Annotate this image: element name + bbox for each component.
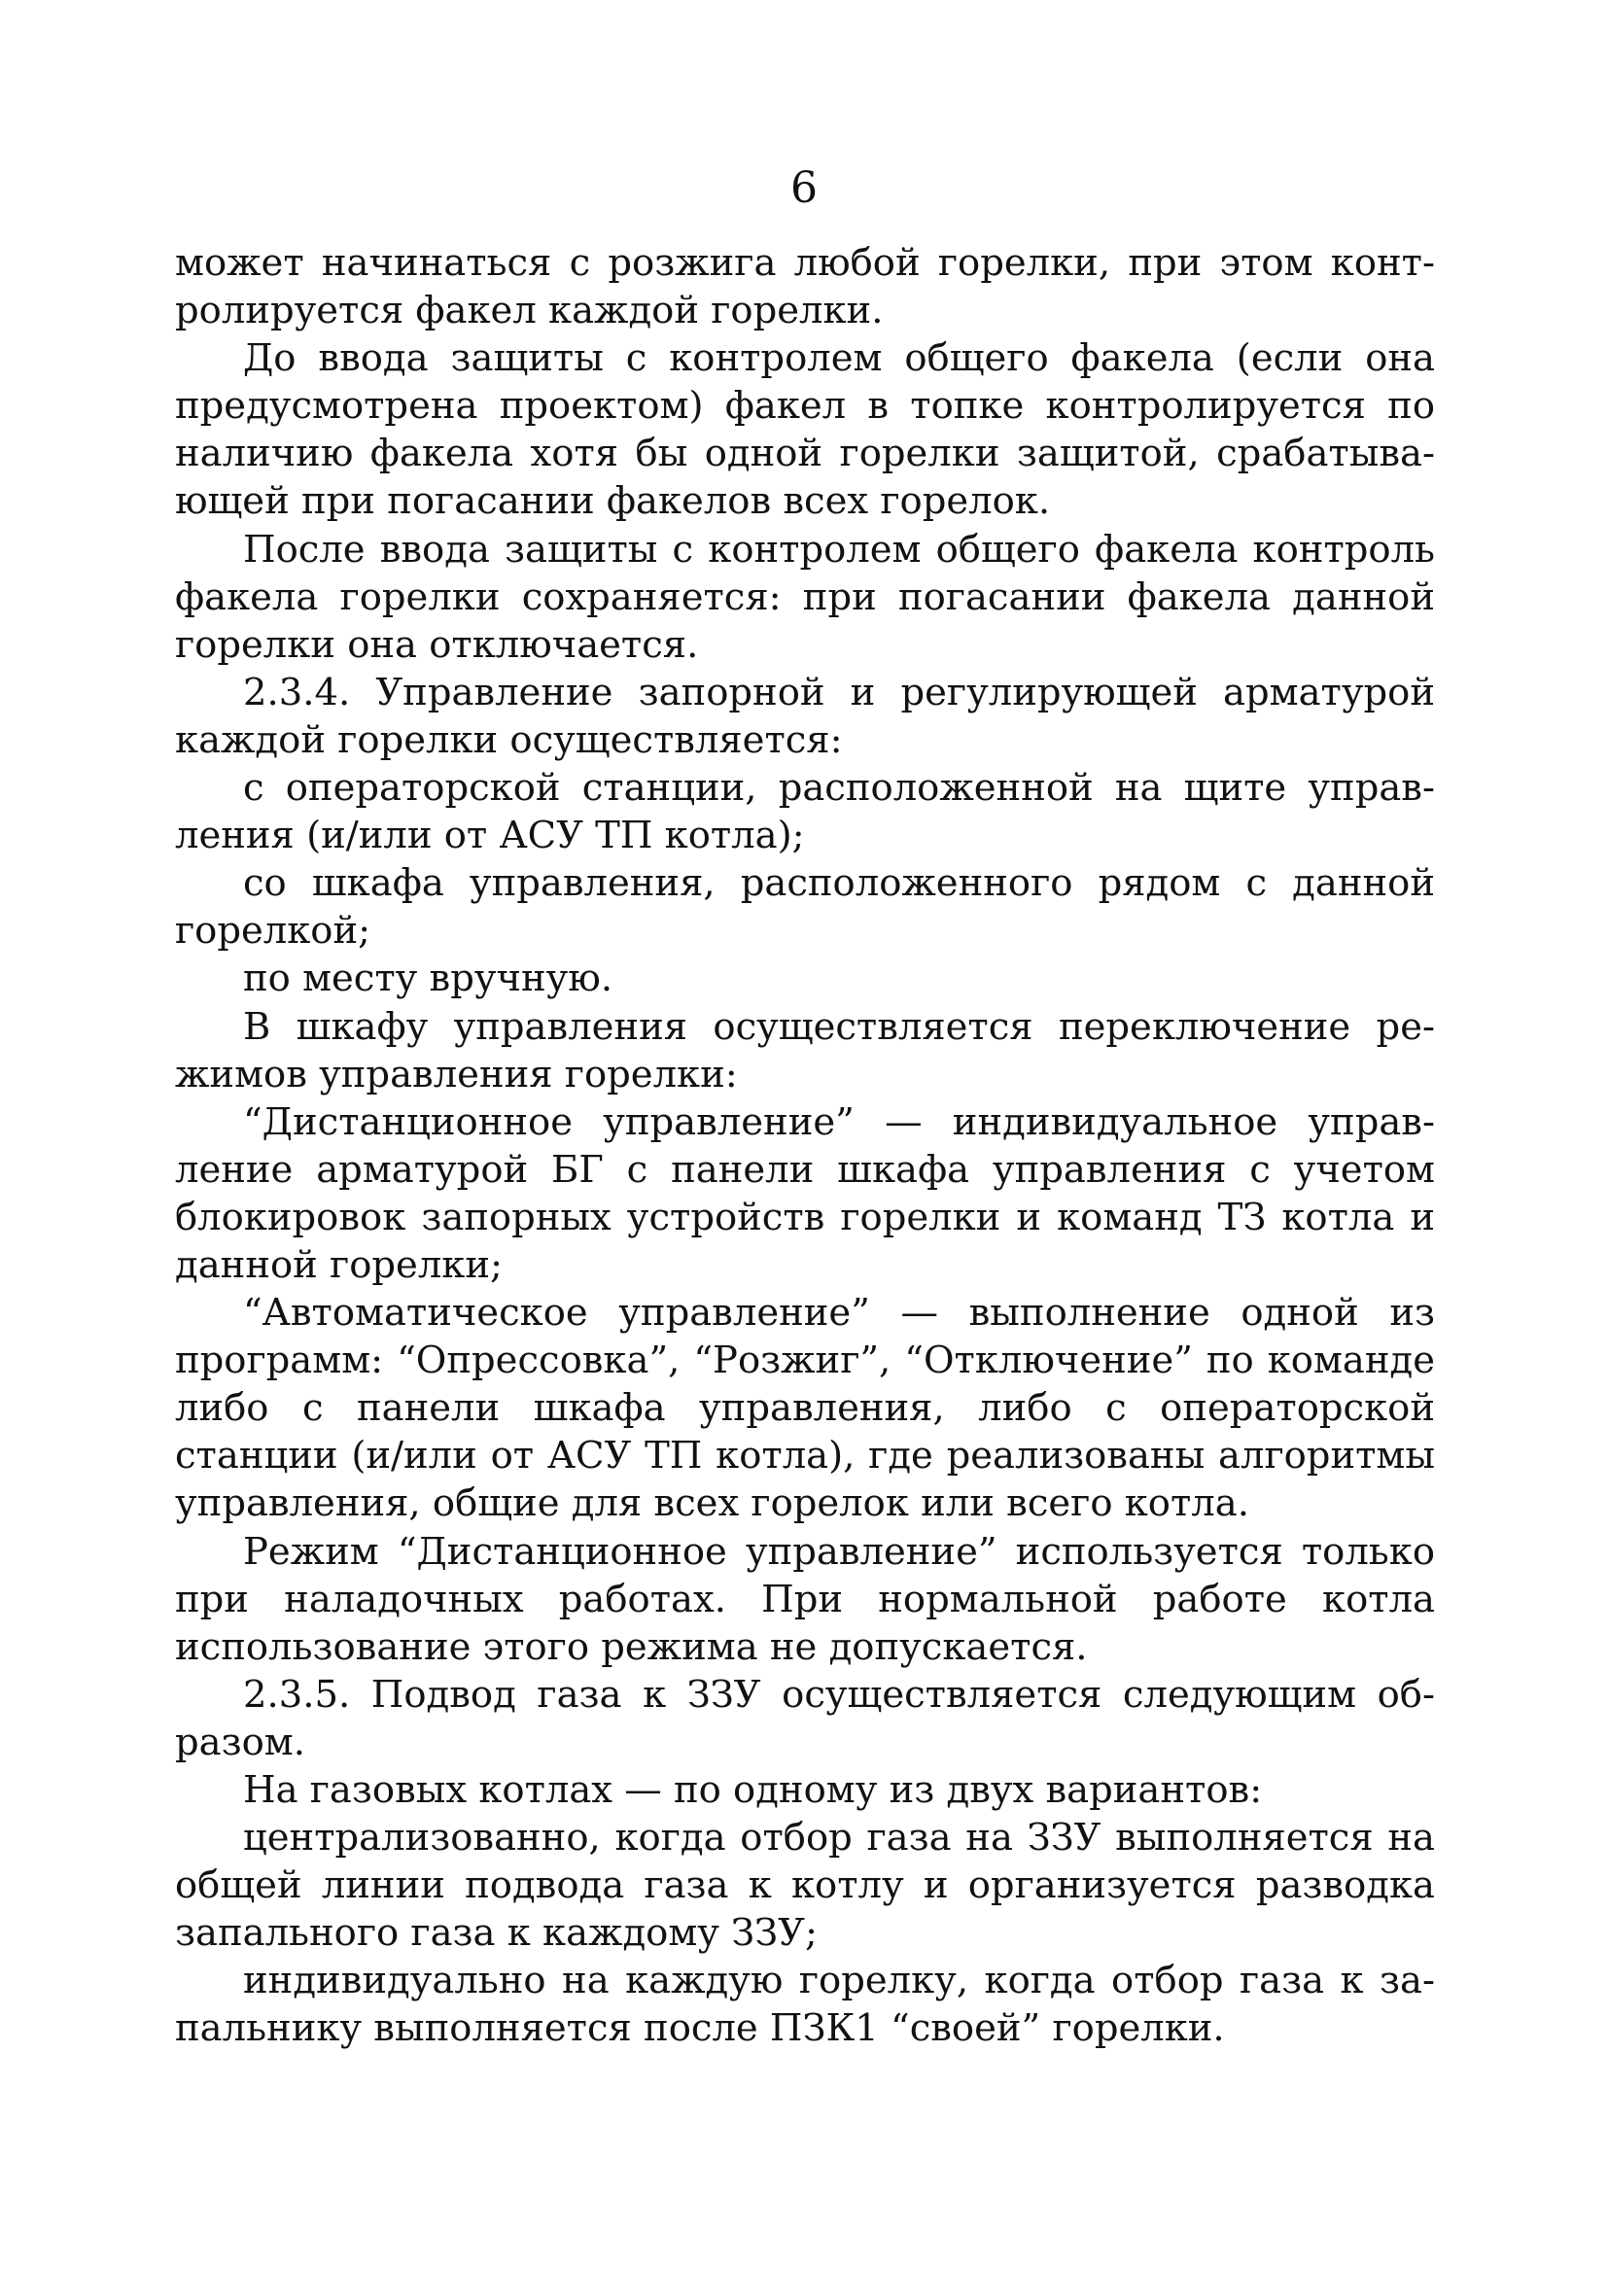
paragraph-common-flame-before: До ввода защиты с контролем общего факела (если она предусмотрена проектом) факел в топке контролируется по наличию факела хотя бы одной горелки защитой, срабатывающей при погасании факелов всех горелок.	[175, 336, 1435, 524]
paragraph-section-2-3-5: 2.3.5. Подвод газа к ЗЗУ осуществляется следующим образом.	[175, 1672, 1435, 1764]
paragraph-mode-switching: В шкафу управления осуществляется переключение режимов управления горелки:	[175, 1004, 1435, 1096]
paragraph-common-flame-after: После ввода защиты с контролем общего факела контроль факела горелки сохраняется: при погасании факела данной горелки она отключается.	[175, 527, 1435, 667]
paragraph-individual: индивидуально на каждую горелку, когда отбор газа к запальнику выполняется после ПЗК1 “своей” горелки.	[175, 1959, 1435, 2051]
paragraph-remote-mode-usage: Режим “Дистанционное управление” используется только при наладочных работах. При нормальной работе котла использование этого режима не допускается.	[175, 1529, 1435, 1669]
paragraph-control-cabinet: со шкафа управления, расположенного рядом с данной горелкой;	[175, 861, 1435, 954]
paragraph-manual: по месту вручную.	[243, 957, 613, 1001]
paragraph-centralized: централизованно, когда отбор газа на ЗЗУ выполняется на общей линии подвода газа к котлу и организуется разводка запального газа к каждому ЗЗУ;	[175, 1816, 1435, 1956]
paragraph-remote-control-mode: “Дистанционное управление” — индивидуальное управление арматурой БГ с панели шкафа управления с учетом блокировок запорных устройств горелки и команд ТЗ котла и данной горелки;	[175, 1099, 1435, 1287]
paragraph-operator-station: с операторской станции, расположенной на щите управления (и/или от АСУ ТП котла);	[175, 766, 1435, 858]
body-text	[175, 239, 1435, 2053]
paragraph-gas-boilers: На газовых котлах — по одному из двух вариантов:	[243, 1768, 1263, 1812]
paragraph-continuation: может начинаться с розжига любой горелки, при этом контролируется факел каждой горелки.	[175, 241, 1435, 333]
page-number: 6	[790, 163, 818, 213]
paragraph-section-2-3-4: 2.3.4. Управление запорной и регулирующей арматурой каждой горелки осуществляется:	[175, 670, 1435, 762]
paragraph-automatic-control-mode: “Автоматическое управление” — выполнение одной из программ: “Опрессовка”, “Розжиг”, “Отключение” по команде либо с панели шкафа управления, либо с операторской станции (и/или от АСУ ТП котла), где реализованы алгоритмы управления, общие для всех горелок или всего котла.	[175, 1291, 1435, 1526]
